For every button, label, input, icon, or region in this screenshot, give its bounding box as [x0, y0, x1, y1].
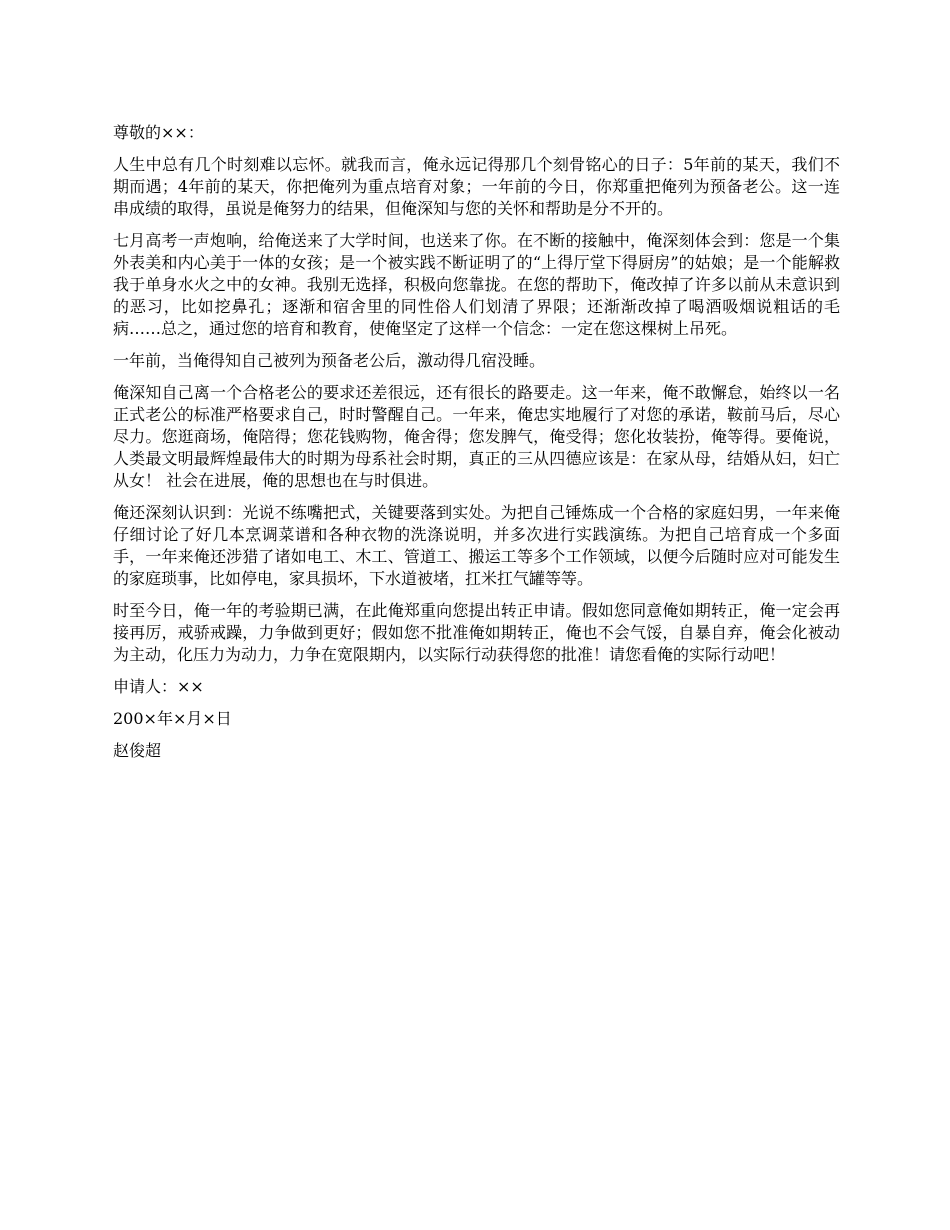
applicant-line: 申请人：××	[113, 677, 204, 696]
paragraph-6: 时至今日，俺一年的考验期已满，在此俺郑重向您提出转正申请。假如您同意俺如期转正，俺一定会再接再厉，戒骄戒躁，力争做到更好；假如您不批准俺如期转正，俺也不会气馁，自暴自弃，俺会化被动为主动，化压力为动力，力争在宽限期内，以实际行动获得您的批准！请您看俺的实际行动吧！	[113, 601, 840, 664]
paragraph-2: 七月高考一声炮响，给俺送来了大学时间，也送来了你。在不断的接触中，俺深刻体会到：您是一个集外表美和内心美于一体的女孩；是一个被实践不断证明了的“上得厅堂下得厨房”的姑娘；是一个能解救我于单身水火之中的女神。我别无选择，积极向您靠拢。在您的帮助下，俺改掉了许多以前从未意识到的恶习，比如挖鼻孔；逐渐和宿舍里的同性俗人们划清了界限；还渐渐改掉了喝酒吸烟说粗话的毛病……总之，通过您的培育和教育，使俺坚定了这样一个信念：一定在您这棵树上吊死。	[113, 231, 840, 338]
date-line: 200×年×月×日	[113, 709, 232, 728]
paragraph-5: 俺还深刻认识到：光说不练嘴把式，关键要落到实处。为把自己锤炼成一个合格的家庭妇男，一年来俺仔细讨论了好几本烹调菜谱和各种衣物的洗涤说明，并多次进行实践演练。为把自己培育成一个多面手，一年来俺还涉猎了诸如电工、木工、管道工、搬运工等多个工作领域，以便今后随时应对可能发生的家庭琐事，比如停电，家具损坏，下水道被堵，扛米扛气罐等等。	[113, 503, 840, 588]
paragraph-3: 一年前，当俺得知自己被列为预备老公后，激动得几宿没睡。	[113, 351, 546, 370]
paragraph-1: 人生中总有几个时刻难以忘怀。就我而言，俺永远记得那几个刻骨铭心的日子：5年前的某天，我们不期而遇；4年前的某天，你把俺列为重点培育对象；一年前的今日，你郑重把俺列为预备老公。这一连串成绩的取得，虽说是俺努力的结果，但俺深知与您的关怀和帮助是分不开的。	[113, 155, 840, 218]
signature-name: 赵俊超	[113, 741, 162, 760]
letter-document	[113, 122, 840, 772]
paragraph-4: 俺深知自己离一个合格老公的要求还差很远，还有很长的路要走。这一年来，俺不敢懈怠，始终以一名正式老公的标准严格要求自己，时时警醒自己。一年来，俺忠实地履行了对您的承诺，鞍前马后，尽心尽力。您逛商场，俺陪得；您花钱购物，俺舍得；您发脾气，俺受得；您化妆装扮，俺等得。要俺说，人类最文明最辉煌最伟大的时期为母系社会时期，真正的三从四德应该是：在家从母，结婚从妇，妇亡从女！ 社会在进展，俺的思想也在与时俱进。	[113, 383, 840, 490]
salutation: 尊敬的××：	[113, 123, 204, 142]
